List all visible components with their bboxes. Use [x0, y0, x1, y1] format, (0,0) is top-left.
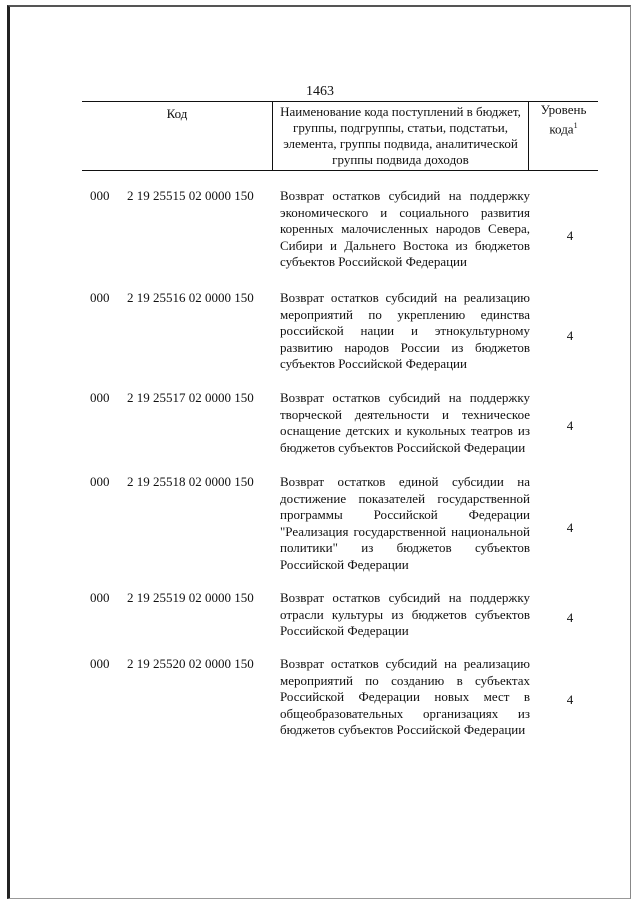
code-level: 4 [566, 520, 574, 535]
admin-code: 000 [90, 390, 110, 405]
header-level [529, 102, 598, 170]
revenue-description: Возврат остатков субсидий на реализацию мероприятий по созданию в субъектах Российской Федерации новых мест в общеобразовательных организациях из бюджетов субъектов Российской Федерации [280, 656, 530, 737]
revenue-code: 2 19 25519 02 0000 150 [127, 590, 254, 605]
revenue-description: Возврат остатков субсидий на поддержку творческой деятельности и техническое оснащение детских и кукольных театров из бюджетов субъектов Российской Федерации [280, 390, 530, 455]
page-number: 1463 [306, 84, 334, 99]
admin-code: 000 [90, 474, 110, 489]
revenue-code: 2 19 25516 02 0000 150 [127, 290, 254, 305]
revenue-code: 2 19 25517 02 0000 150 [127, 390, 254, 405]
revenue-code: 2 19 25515 02 0000 150 [127, 188, 254, 203]
revenue-description: Возврат остатков субсидий на поддержку экономического и социального развития коренных малочисленных народов Севера, Сибири и Дальнего Востока из бюджетов субъектов Российской Федерации [280, 188, 530, 269]
admin-code: 000 [90, 656, 110, 671]
admin-code: 000 [90, 590, 110, 605]
header-level-footnote: 1 [573, 121, 578, 130]
revenue-description: Возврат остатков субсидий на реализацию мероприятий по укреплению единства российской нации и этнокультурному развитию народов России из бюджетов субъектов Российской Федерации [280, 290, 530, 371]
table-header [82, 101, 598, 171]
code-level: 4 [566, 228, 574, 243]
revenue-description: Возврат остатков субсидий на поддержку отрасли культуры из бюджетов субъектов Российской Федерации [280, 590, 530, 638]
admin-code: 000 [90, 290, 110, 305]
revenue-code: 2 19 25520 02 0000 150 [127, 656, 254, 671]
header-code: Код [166, 106, 188, 121]
code-level: 4 [566, 328, 574, 343]
header-level-label: Уровень кода [540, 102, 587, 137]
code-level: 4 [566, 692, 574, 707]
admin-code: 000 [90, 188, 110, 203]
revenue-code: 2 19 25518 02 0000 150 [127, 474, 254, 489]
header-name: Наименование кода поступлений в бюджет, группы, подгруппы, статьи, подстатьи, элемента, группы подвида, аналитической группы подвида доходов [272, 102, 529, 170]
revenue-description: Возврат остатков единой субсидии на достижение показателей государственной программы Российской Федерации "Реализация государственной национальной политики" из бюджетов субъектов Российской Федерации [280, 474, 530, 572]
code-level: 4 [566, 610, 574, 625]
code-level: 4 [566, 418, 574, 433]
